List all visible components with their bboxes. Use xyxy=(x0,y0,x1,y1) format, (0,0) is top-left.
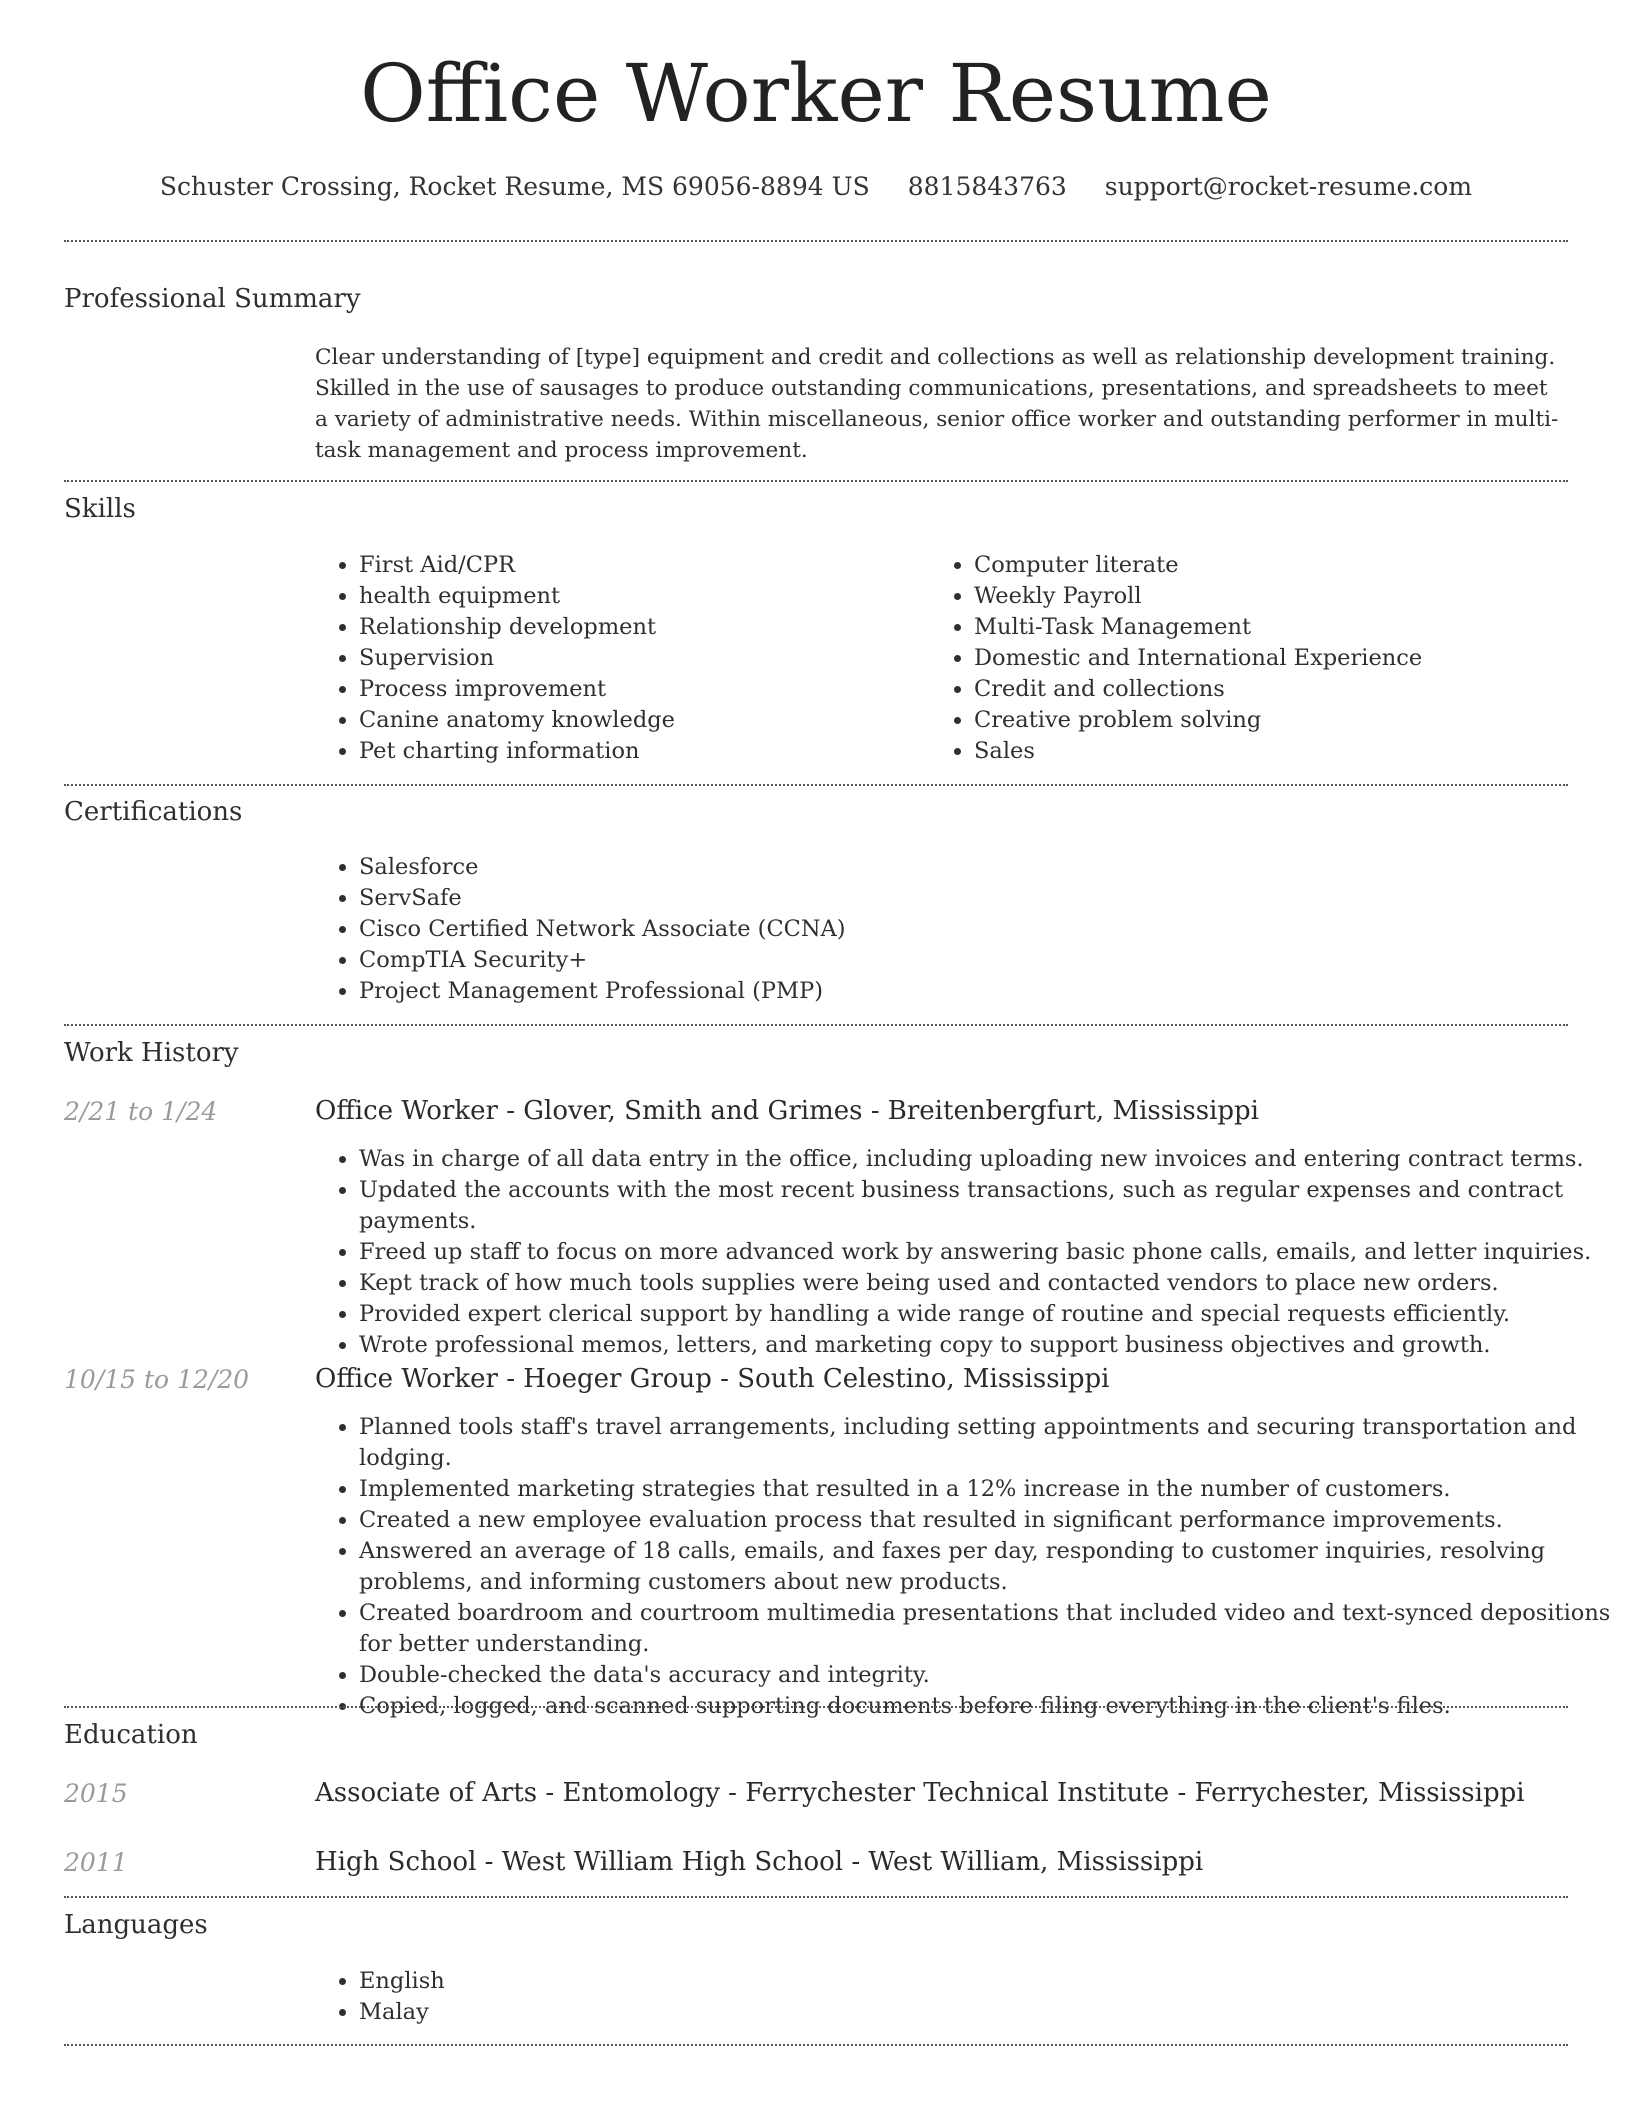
skills-list-right xyxy=(930,550,1574,767)
skill-item: • Pet charting information xyxy=(359,736,919,767)
language-item: • Malay xyxy=(359,1997,959,2028)
skills-heading: Skills xyxy=(64,494,136,524)
phone-text: 8815843763 xyxy=(907,172,1067,201)
skill-item: • Credit and collections xyxy=(974,674,1574,705)
job-bullet: • Updated the accounts with the most recent business transactions, such as regular expenses and contract payments. xyxy=(359,1175,1614,1237)
job-bullet: • Implemented marketing strategies that resulted in a 12% increase in the number of customers. xyxy=(359,1474,1614,1505)
skill-item: • First Aid/CPR xyxy=(359,550,919,581)
certifications-list xyxy=(315,852,1259,1007)
skill-item: • Creative problem solving xyxy=(974,705,1574,736)
job-title: Office Worker - Hoeger Group - South Celestino, Mississippi xyxy=(315,1364,1110,1394)
job-bullet: • Kept track of how much tools supplies were being used and contacted vendors to place new orders. xyxy=(359,1268,1614,1299)
divider xyxy=(64,1024,1568,1026)
address-text: Schuster Crossing, Rocket Resume, MS 69056-8894 US xyxy=(159,172,870,201)
job-date: 2/21 to 1/24 xyxy=(64,1097,218,1126)
job-bullet: • Created boardroom and courtroom multimedia presentations that included video and text-synced depositions for better understanding. xyxy=(359,1598,1614,1660)
divider xyxy=(64,784,1568,786)
job-date: 10/15 to 12/20 xyxy=(64,1365,250,1394)
divider xyxy=(64,1896,1568,1898)
email-text: support@rocket-resume.com xyxy=(1104,172,1473,201)
certification-item: • Project Management Professional (PMP) xyxy=(359,976,1259,1007)
skill-item: • Sales xyxy=(974,736,1574,767)
certifications-heading: Certifications xyxy=(64,797,243,827)
work-heading: Work History xyxy=(64,1038,239,1068)
divider xyxy=(64,1706,1568,1708)
job-title: Office Worker - Glover, Smith and Grimes - Breitenbergfurt, Mississippi xyxy=(315,1096,1259,1126)
job-bullet: • Double-checked the data's accuracy and integrity. xyxy=(359,1660,1614,1691)
skill-item: • Supervision xyxy=(359,643,919,674)
certification-item: • ServSafe xyxy=(359,883,1259,914)
skill-item: • Multi-Task Management xyxy=(974,612,1574,643)
skill-item: • Computer literate xyxy=(974,550,1574,581)
job-bullet: • Created a new employee evaluation process that resulted in significant performance improvements. xyxy=(359,1505,1614,1536)
languages-heading: Languages xyxy=(64,1910,208,1940)
summary-heading: Professional Summary xyxy=(64,284,361,314)
resume-title: Office Worker Resume xyxy=(360,47,1272,140)
certification-item: • Cisco Certified Network Associate (CCNA) xyxy=(359,914,1259,945)
job-bullet: • Wrote professional memos, letters, and marketing copy to support business objectives and growth. xyxy=(359,1330,1614,1361)
job-bullets xyxy=(315,1144,1614,1361)
language-item: • English xyxy=(359,1966,959,1997)
education-year: 2011 xyxy=(64,1848,128,1877)
job-bullet: • Answered an average of 18 calls, emails, and faxes per day, responding to customer inquiries, resolving problems, and informing customers about new products. xyxy=(359,1536,1614,1598)
skill-item: • Domestic and International Experience xyxy=(974,643,1574,674)
job-bullets xyxy=(315,1412,1614,1722)
divider xyxy=(64,240,1568,242)
education-entry: Associate of Arts - Entomology - Ferrychester Technical Institute - Ferrychester, Mississippi xyxy=(315,1778,1525,1808)
education-entry: High School - West William High School - West William, Mississippi xyxy=(315,1847,1204,1877)
divider xyxy=(64,480,1568,482)
skill-item: • Process improvement xyxy=(359,674,919,705)
job-bullet: • Freed up staff to focus on more advanced work by answering basic phone calls, emails, and letter inquiries. xyxy=(359,1237,1614,1268)
divider xyxy=(64,2044,1568,2046)
certification-item: • CompTIA Security+ xyxy=(359,945,1259,976)
languages-list xyxy=(315,1966,959,2028)
skills-list-left xyxy=(315,550,919,767)
skill-item: • Canine anatomy knowledge xyxy=(359,705,919,736)
job-bullet: • Copied, logged, and scanned supporting documents before filing everything in the client's files. xyxy=(359,1691,1614,1722)
certification-item: • Salesforce xyxy=(359,852,1259,883)
job-bullet: • Provided expert clerical support by handling a wide range of routine and special requests efficiently. xyxy=(359,1299,1614,1330)
summary-text: Clear understanding of [type] equipment and credit and collections as well as relationship development training. Skilled in the use of sausages to produce outstanding communications, presentations, and spreadsheets to meet a variety of administrative needs. Within miscellaneous, senior office worker and outstanding performer in multi-task management and process improvement. xyxy=(315,345,1559,463)
education-heading: Education xyxy=(64,1720,198,1750)
skill-item: • health equipment xyxy=(359,581,919,612)
job-bullet: • Was in charge of all data entry in the office, including uploading new invoices and entering contract terms. xyxy=(359,1144,1614,1175)
skill-item: • Relationship development xyxy=(359,612,919,643)
contact-line xyxy=(0,172,1632,201)
education-year: 2015 xyxy=(64,1779,128,1808)
skill-item: • Weekly Payroll xyxy=(974,581,1574,612)
job-bullet: • Planned tools staff's travel arrangements, including setting appointments and securing transportation and lodging. xyxy=(359,1412,1614,1474)
